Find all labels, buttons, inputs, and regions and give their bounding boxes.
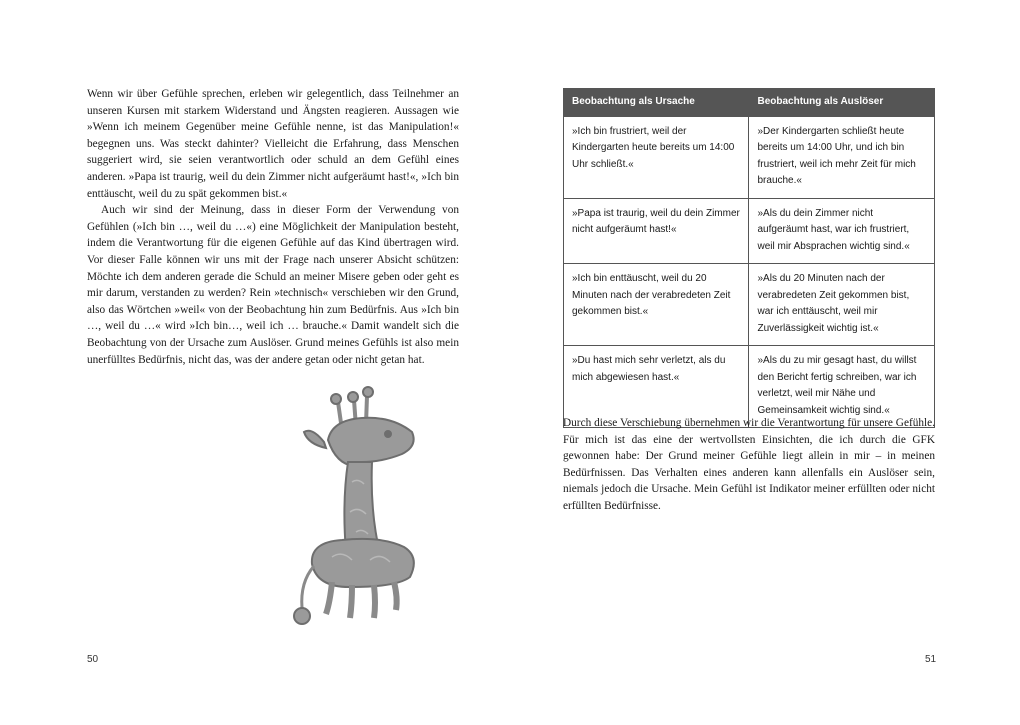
table-header-row [564,89,935,117]
right-body-text [563,415,935,515]
right-page [510,0,1020,725]
table-row [564,198,935,264]
table-cell: »Als du 20 Minuten nach der verabredeten Zeit gekommen bist, war ich enttäuscht, weil mir Zuverlässigkeit wichtig ist.« [749,264,935,346]
table-cell: »Du hast mich sehr verletzt, als du mich abgewiesen hast.« [564,346,749,428]
paragraph: Auch wir sind der Meinung, dass in dieser Form der Verwendung von Gefühlen (»Ich bin …, weil du …«) eine Möglichkeit der Manipulation besteht, indem die Verantwortung für die eigenen Gefühle auf das Kind übertragen wird. Vor dieser Falle können wir uns mit der Frage nach unserer Absicht schützen: Möchte ich dem anderen gerade die Schuld an meiner Misere geben oder geht es mir darum, verstanden zu werden? Rein »technisch« verschieben wir den Grund, also das Wörtchen »weil« von der Beobachtung hin zum Bedürfnis. Aus »Ich bin …, weil du …« wird »Ich bin…, weil ich … brauche.« Damit wandelt sich die Beobachtung von der Ursache zum Auslöser. Grund meines Gefühls ist also mein unerfülltes Bedürfnis, nicht das, was der andere getan oder nicht getan hat. [87,204,459,366]
table-row [564,264,935,346]
column-header: Beobachtung als Ursache [564,89,749,117]
table-row [564,116,935,198]
paragraph: Wenn wir über Gefühle sprechen, erleben wir gelegentlich, dass Teilnehmer an unseren Kursen mit starkem Widerstand und Ängsten reagieren. Aussagen wie »Wenn ich meinem Gegenüber meine Gefühle nenne, ist das Manipulation!« begegnen uns. Was steckt dahinter? Vielleicht die Erfahrung, dass Menschen suggeriert wird, sie seien verantwortlich oder schuld an dem Gefühl eines anderen. »Papa ist traurig, weil du dein Zimmer nicht aufgeräumt hast!«, »Ich bin enttäuscht, weil du zu spät gekommen bist.« [87,88,459,200]
observation-table [563,88,935,428]
table-cell: »Der Kindergarten schließt heute bereits um 14:00 Uhr, und ich bin frustriert, weil ich mehr Zeit für mich brauche.« [749,116,935,198]
left-body-text [87,86,459,368]
giraffe-drawing-icon [292,382,422,637]
table-cell: »Ich bin enttäuscht, weil du 20 Minuten nach der verabredeten Zeit gekommen bist.« [564,264,749,346]
table-cell: »Als du zu mir gesagt hast, du willst den Bericht fertig schreiben, war ich verletzt, weil mir Nähe und Gemeinsamkeit wichtig sind.« [749,346,935,428]
table-cell: »Als du dein Zimmer nicht aufgeräumt hast, war ich frustriert, weil mir Absprachen wichtig sind.« [749,198,935,264]
column-header: Beobachtung als Auslöser [749,89,935,117]
table-cell: »Ich bin frustriert, weil der Kindergarten heute bereits um 14:00 Uhr schließt.« [564,116,749,198]
page-number: 51 [925,654,937,665]
page-number: 50 [87,654,99,665]
paragraph: Durch diese Verschiebung übernehmen wir die Verantwortung für unsere Gefühle. Für mich ist das eine der wertvollsten Einsichten, die ich durch die GFK gewonnen habe: Der Grund meiner Gefühle liegt allein in mir – in meinen Bedürfnissen. Das Verhalten eines anderen kann allenfalls ein Auslöser sein, niemals jedoch die Ursache. Mein Gefühl ist Indikator meiner erfüllten oder nicht erfüllten Bedürfnisse. [563,417,935,512]
table-cell: »Papa ist traurig, weil du dein Zimmer nicht aufgeräumt hast!« [564,198,749,264]
